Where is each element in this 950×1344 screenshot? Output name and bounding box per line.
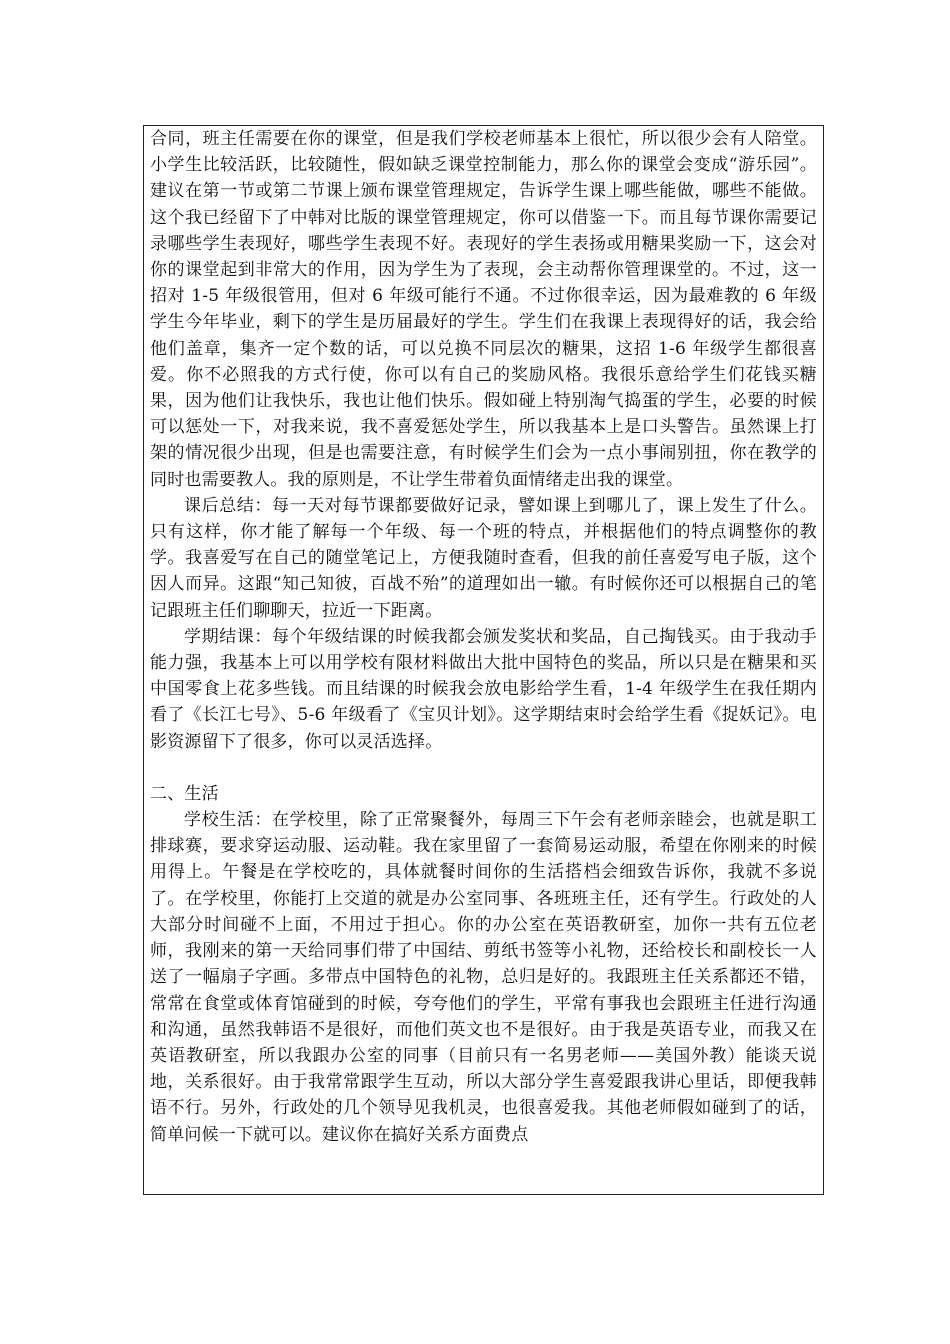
- paragraph-after-class-summary: 课后总结：每一天对每节课都要做好记录，譬如课上到哪儿了，课上发生了什么。只有这样，你才能了解每一个年级、每一个班的特点，并根据他们的特点调整你的教学。我喜爱写在自己的随堂笔记上，方便我随时查看，但我的前任喜爱写电子版，这个因人而异。这跟“知己知彼，百战不殆”的道理如出一辙。有时候你还可以根据自己的笔记跟班主任们聊聊天，拉近一下距离。: [150, 495, 817, 621]
- section-heading-life: 二、生活: [150, 783, 219, 804]
- document-body: [150, 126, 817, 1148]
- table-cell-frame: [143, 125, 824, 1195]
- paragraph-term-end: 学期结课：每个年级结课的时候我都会颁发奖状和奖品，自己掏钱买。由于我动手能力强，我基本上可以用学校有限材料做出大批中国特色的奖品，所以只是在糖果和买中国零食上花多些钱。而且结课的时候我会放电影给学生看，1-4 年级学生在我任期内看了《长江七号》、5-6 年级看了《宝贝计划》。这学期结束时会给学生看《捉妖记》。电影资源留下了很多，你可以灵活选择。: [150, 626, 817, 752]
- paragraph-classroom-management: 合同，班主任需要在你的课堂，但是我们学校老师基本上很忙，所以很少会有人陪堂。小学生比较活跃，比较随性，假如缺乏课堂控制能力，那么你的课堂会变成“游乐园”。建议在第一节或第二节课上颁布课堂管理规定，告诉学生课上哪些能做，哪些不能做。这个我已经留下了中韩对比版的课堂管理规定，你可以借鉴一下。而且每节课你需要记录哪些学生表现好，哪些学生表现不好。表现好的学生表扬或用糖果奖励一下，这会对你的课堂起到非常大的作用，因为学生为了表现，会主动帮你管理课堂的。不过，这一招对 1-5 年级很管用，但对 6 年级可能行不通。不过你很幸运，因为最难教的 6 年级学生今年毕业，剩下的学生是历届最好的学生。学生们在我课上表现得好的话，我会给他们盖章，集齐一定个数的话，可以兑换不同层次的糖果，这招 1-6 年级学生都很喜爱。你不必照我的方式行使，你可以有自己的奖励风格。我很乐意给学生们花钱买糖果，因为他们让我快乐，我也让他们快乐。假如碰上特别淘气捣蛋的学生，必要的时候可以惩处一下，对我来说，我不喜爱惩处学生，所以我基本上是口头警告。虽然课上打架的情况很少出现，但是也需要注意，有时候学生们会为一点小事闹别扭，你在教学的同时也需要教人。我的原则是，不让学生带着负面情绪走出我的课堂。: [150, 129, 817, 490]
- paragraph-school-life: 学校生活：在学校里，除了正常聚餐外，每周三下午会有老师亲睦会，也就是职工排球赛，要求穿运动服、运动鞋。我在家里留了一套简易运动服，希望在你刚来的时候用得上。午餐是在学校吃的，具体就餐时间你的生活搭档会细致告诉你，我就不多说了。在学校里，你能打上交道的就是办公室同事、各班班主任，还有学生。行政处的人大部分时间碰不上面，不用过于担心。你的办公室在英语教研室，加你一共有五位老师，我刚来的第一天给同事们带了中国结、剪纸书签等小礼物，还给校长和副校长一人送了一幅扇子字画。多带点中国特色的礼物，总归是好的。我跟班主任关系都还不错，常常在食堂或体育馆碰到的时候，夸夸他们的学生，平常有事我也会跟班主任进行沟通和沟通，虽然我韩语不是很好，而他们英文也不是很好。由于我是英语专业，而我又在英语教研室，所以我跟办公室的同事（目前只有一名男老师——美国外教）能谈天说地，关系很好。由于我常常跟学生互动，所以大部分学生喜爱跟我讲心里话，即便我韩语不行。另外，行政处的几个领导见我机灵，也很喜爱我。其他老师假如碰到了的话，简单问候一下就可以。建议你在搞好关系方面费点: [150, 810, 817, 1145]
